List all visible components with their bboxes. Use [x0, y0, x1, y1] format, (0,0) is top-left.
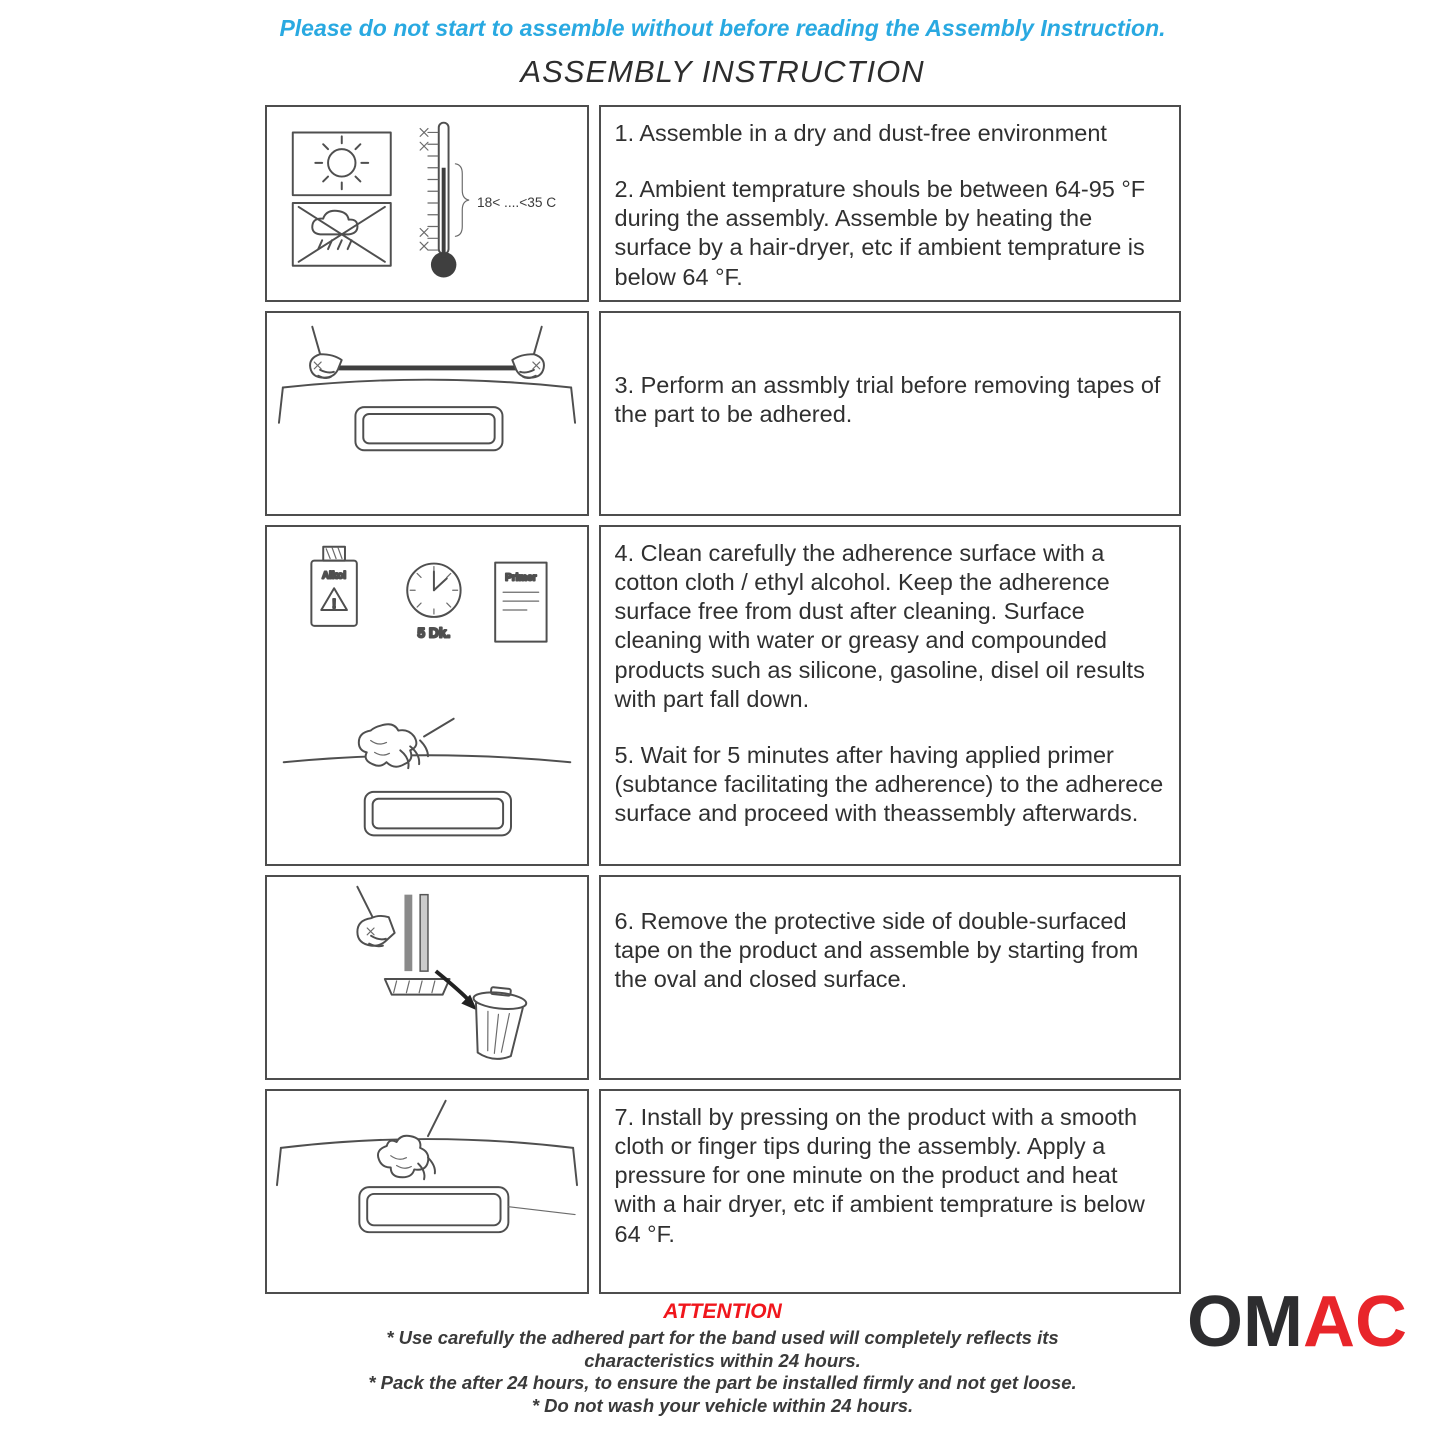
step-text: 7. Install by pressing on the product with a smooth cloth or finger tips during the assembly. Apply a pressure for one minute on the product and heat with a hair dryer, etc if ambient temprature is below 64 °F.: [614, 1104, 1145, 1247]
remove-tape-figure: [267, 877, 587, 1078]
step-row-clean: [265, 525, 1181, 866]
sun-icon: [292, 132, 390, 195]
text-cell-clean: [599, 525, 1181, 866]
part-icon: [384, 979, 449, 995]
text-cell-remove-tape: [599, 875, 1181, 1080]
wiping-hand-icon: [358, 719, 453, 768]
brand-logo-suffix: AC: [1303, 1282, 1407, 1362]
step-text: 3. Perform an assmbly trial before removing tapes of the part to be adhered.: [614, 372, 1161, 428]
trash-can-icon: [467, 985, 527, 1061]
step-text: 6. Remove the protective side of double-surfaced tape on the product and assemble by starting from the oval and closed surface.: [614, 908, 1139, 993]
attention-item: * Pack the after 24 hours, to ensure the part be installed firmly and not get loose.: [368, 1372, 1077, 1394]
figure-cell-remove-tape: [265, 875, 589, 1080]
clock-duration-label: 5 Dk.: [416, 624, 450, 641]
step-row-remove-tape: [265, 875, 1181, 1080]
step-row-environment: [265, 105, 1181, 302]
attention-item: * Do not wash your vehicle within 24 hours.: [531, 1394, 914, 1416]
arrow-down-icon: [435, 971, 476, 1010]
warning-mark: !: [331, 596, 336, 612]
temp-range-label: 18< ....<35 C: [476, 194, 556, 210]
no-rain-icon: [292, 203, 390, 266]
warning-triangle-icon: [321, 588, 347, 611]
text-cell-trial: [599, 311, 1181, 516]
hand-peeling-tape-icon: [357, 887, 394, 946]
attention-items: [350, 1327, 1095, 1417]
install-figure: [267, 1091, 587, 1292]
environment-figure: [267, 107, 587, 300]
step-text: 4. Clean carefully the adherence surface with a cotton cloth / ethyl alcohol. Keep the adherence surface free from dust after cleaning. Surface cleaning with water or greasy and compounded products such as silicone, gasoline, disel oil results with part fall down.: [614, 540, 1145, 712]
car-panel-icon: [283, 755, 570, 835]
warning-banner: Please do not start to assemble without before reading the Assembly Instruction.: [279, 15, 1166, 41]
left-hand-icon: [310, 327, 342, 378]
attention-item: * Use carefully the adhered part for the band used will completely reflects its characteristics within 24 hours.: [386, 1327, 1059, 1371]
primer-card-icon: [495, 563, 546, 642]
page-title: ASSEMBLY INSTRUCTION: [520, 54, 925, 89]
step-text: 1. Assemble in a dry and dust-free environment: [614, 120, 1107, 146]
text-cell-environment: [599, 105, 1181, 302]
text-cell-install: [599, 1089, 1181, 1294]
step-row-install: [265, 1089, 1181, 1294]
alcohol-bottle-icon: [311, 547, 356, 626]
step-row-trial: [265, 311, 1181, 516]
attention-title: ATTENTION: [663, 1300, 782, 1323]
brand-logo-prefix: OM: [1187, 1282, 1303, 1362]
brand-logo: [1187, 1282, 1407, 1362]
tape-strips-icon: [404, 895, 428, 971]
bottle-label: Alkol: [321, 570, 346, 582]
figure-cell-install: [265, 1089, 589, 1294]
instruction-table: [265, 105, 1181, 1294]
figure-cell-environment: [265, 105, 589, 302]
step-text: 5. Wait for 5 minutes after having applied primer (subtance facilitating the adherence) to the adherece surface and proceed with theassembly afterwards.: [614, 741, 1164, 826]
figure-cell-clean: [265, 525, 589, 866]
primer-label: Primer: [504, 572, 537, 584]
car-trunk-icon: [278, 380, 574, 451]
figure-cell-trial: [265, 311, 589, 516]
trial-figure: [267, 313, 587, 514]
clock-icon: [407, 564, 460, 641]
right-hand-icon: [512, 327, 544, 378]
step-text: 2. Ambient temprature shouls be between 64-95 °F during the assembly. Assemble by heating the surface by a hair-dryer, etc if ambient temprature is below 64 °F.: [614, 176, 1146, 290]
clean-figure: [267, 527, 587, 864]
thermometer-icon: [420, 123, 556, 278]
